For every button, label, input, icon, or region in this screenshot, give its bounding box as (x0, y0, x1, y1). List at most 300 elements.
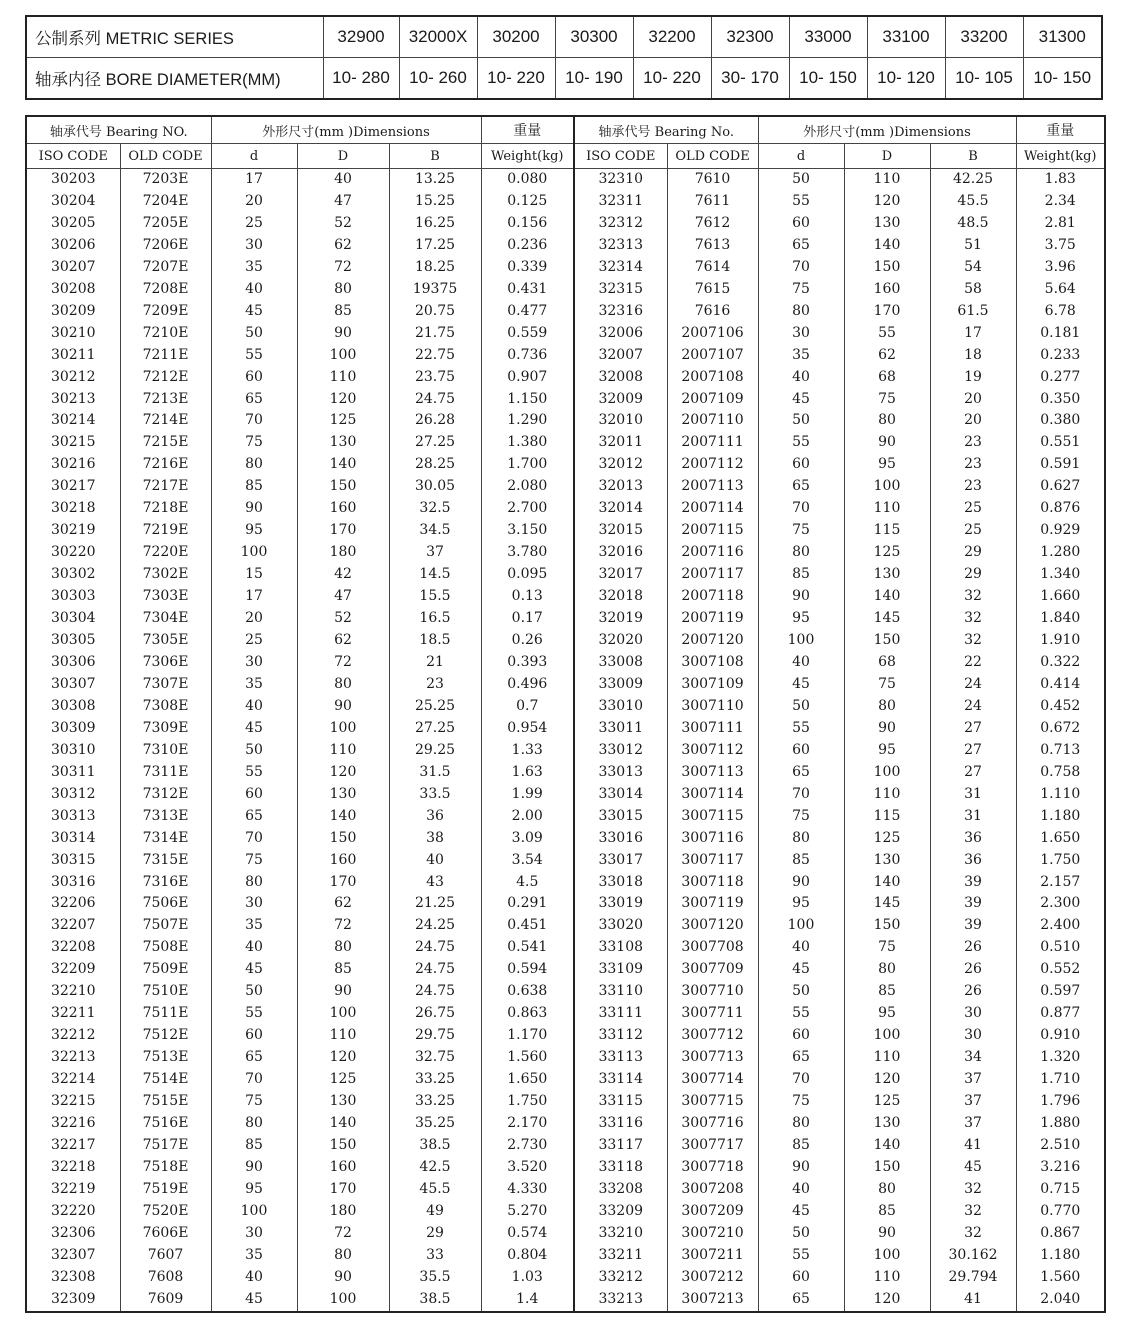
bore-d-cell: 60 (758, 1025, 844, 1047)
weight-cell: 1.560 (1016, 1267, 1105, 1289)
table-row (26, 367, 1105, 389)
iso-code-cell: 32017 (574, 564, 667, 586)
old-code-cell: 7514E (120, 1069, 211, 1091)
weight-cell: 0.770 (1016, 1201, 1105, 1223)
iso-code-cell: 32214 (26, 1069, 120, 1091)
old-code-cell: 7612 (667, 213, 758, 235)
iso-code-cell: 30309 (26, 718, 120, 740)
weight-cell: 3.216 (1016, 1157, 1105, 1179)
iso-code-cell: 32306 (26, 1223, 120, 1245)
bore-d-cell: 25 (211, 630, 297, 652)
outer-diameter-cell: 100 (844, 1025, 930, 1047)
bore-d-cell: 40 (758, 367, 844, 389)
width-cell: 22 (930, 652, 1016, 674)
table-row (26, 740, 1105, 762)
weight-cell: 1.380 (481, 432, 574, 454)
table-row (26, 301, 1105, 323)
bore-d-cell: 40 (211, 696, 297, 718)
bore-d-cell: 35 (211, 257, 297, 279)
weight-cell: 4.330 (481, 1179, 574, 1201)
weight-cell: 0.233 (1016, 345, 1105, 367)
weight-cell: 6.78 (1016, 301, 1105, 323)
outer-diameter-cell: 170 (297, 1179, 389, 1201)
width-cell: 27 (930, 718, 1016, 740)
weight-cell: 1.63 (481, 762, 574, 784)
width-cell: 36 (930, 828, 1016, 850)
outer-diameter-cell: 120 (844, 1069, 930, 1091)
weight-cell: 1.170 (481, 1025, 574, 1047)
width-cell: 18.25 (389, 257, 481, 279)
width-cell: 51 (930, 235, 1016, 257)
bore-d-cell: 80 (758, 1113, 844, 1135)
bore-d-cell: 70 (758, 1069, 844, 1091)
outer-diameter-cell: 75 (844, 674, 930, 696)
width-cell: 16.25 (389, 213, 481, 235)
old-code-cell: 3007114 (667, 784, 758, 806)
weight-cell: 1.03 (481, 1267, 574, 1289)
table-row (26, 1179, 1105, 1201)
table-row (26, 1267, 1105, 1289)
bore-range: 10- 190 (555, 58, 633, 100)
outer-diameter-cell: 62 (297, 630, 389, 652)
iso-code-header: ISO CODE (26, 144, 120, 169)
weight-cell: 1.700 (481, 454, 574, 476)
bore-d-cell: 15 (211, 564, 297, 586)
weight-cell: 0.713 (1016, 740, 1105, 762)
bore-d-cell: 85 (758, 1135, 844, 1157)
bore-d-cell: 45 (211, 718, 297, 740)
outer-diameter-cell: 125 (844, 1091, 930, 1113)
iso-code-cell: 30203 (26, 169, 120, 191)
old-code-cell: 7515E (120, 1091, 211, 1113)
old-code-cell: 3007710 (667, 981, 758, 1003)
bore-diameter-label: 轴承内径 BORE DIAMETER(MM) (26, 58, 323, 100)
outer-diameter-cell: 140 (844, 235, 930, 257)
outer-diameter-cell: 68 (844, 367, 930, 389)
weight-cell: 0.672 (1016, 718, 1105, 740)
weight-cell: 0.496 (481, 674, 574, 696)
old-code-cell: 7210E (120, 323, 211, 345)
bore-d-cell: 80 (211, 454, 297, 476)
weight-cell: 3.09 (481, 828, 574, 850)
table-row (26, 630, 1105, 652)
iso-code-cell: 30305 (26, 630, 120, 652)
iso-code-cell: 33013 (574, 762, 667, 784)
weight-cell: 1.840 (1016, 608, 1105, 630)
bore-d-cell: 75 (211, 1091, 297, 1113)
bore-d-cell: 70 (758, 498, 844, 520)
iso-code-cell: 32014 (574, 498, 667, 520)
iso-code-cell: 30307 (26, 674, 120, 696)
old-code-cell: 3007117 (667, 850, 758, 872)
width-cell: 42.25 (930, 169, 1016, 191)
old-code-cell: 2007108 (667, 367, 758, 389)
old-code-cell: 7208E (120, 279, 211, 301)
iso-code-cell: 33017 (574, 850, 667, 872)
weight-cell: 0.414 (1016, 674, 1105, 696)
bore-d-cell: 70 (211, 1069, 297, 1091)
outer-diameter-cell: 180 (297, 1201, 389, 1223)
bore-d-cell: 55 (758, 191, 844, 213)
width-cell: 24.75 (389, 937, 481, 959)
weight-cell: 0.380 (1016, 410, 1105, 432)
width-cell: 32 (930, 1179, 1016, 1201)
outer-diameter-cell: 90 (297, 981, 389, 1003)
width-cell: 25 (930, 520, 1016, 542)
bore-d-cell: 50 (758, 169, 844, 191)
iso-code-cell: 32308 (26, 1267, 120, 1289)
outer-diameter-cell: 125 (297, 410, 389, 432)
iso-code-cell: 32213 (26, 1047, 120, 1069)
old-code-cell: 2007109 (667, 389, 758, 411)
weight-cell: 2.080 (481, 476, 574, 498)
iso-code-cell: 33114 (574, 1069, 667, 1091)
width-cell: 26 (930, 959, 1016, 981)
weight-cell: 0.080 (481, 169, 574, 191)
old-code-cell: 7516E (120, 1113, 211, 1135)
table-row (26, 806, 1105, 828)
bore-d-cell: 65 (758, 235, 844, 257)
outer-diameter-cell: 150 (297, 476, 389, 498)
iso-code-cell: 32211 (26, 1003, 120, 1025)
outer-diameter-cell: 110 (297, 1025, 389, 1047)
bore-d-cell: 65 (758, 1289, 844, 1312)
series-code: 32300 (711, 16, 789, 58)
old-code-cell: 7512E (120, 1025, 211, 1047)
width-cell: 25 (930, 498, 1016, 520)
weight-cell: 0.551 (1016, 432, 1105, 454)
weight-cell: 3.96 (1016, 257, 1105, 279)
outer-diameter-cell: 125 (297, 1069, 389, 1091)
series-code: 30300 (555, 16, 633, 58)
width-cell: 24.75 (389, 959, 481, 981)
old-code-cell: 7214E (120, 410, 211, 432)
weight-cell: 0.594 (481, 959, 574, 981)
bore-d-cell: 100 (211, 1201, 297, 1223)
outer-diameter-cell: 115 (844, 806, 930, 828)
old-code-cell: 7506E (120, 893, 211, 915)
width-cell: 23 (389, 674, 481, 696)
iso-code-cell: 32006 (574, 323, 667, 345)
width-cell: 29 (930, 542, 1016, 564)
outer-diameter-cell: 130 (297, 1091, 389, 1113)
bore-d-cell: 30 (211, 235, 297, 257)
table-row (26, 652, 1105, 674)
iso-code-cell: 32010 (574, 410, 667, 432)
width-cell: 22.75 (389, 345, 481, 367)
width-cell: 33 (389, 1245, 481, 1267)
iso-code-cell: 33016 (574, 828, 667, 850)
outer-diameter-cell: 52 (297, 608, 389, 630)
table-row (26, 872, 1105, 894)
bore-d-cell: 80 (758, 301, 844, 323)
iso-code-cell: 33118 (574, 1157, 667, 1179)
iso-code-cell: 30219 (26, 520, 120, 542)
old-code-cell: 7611 (667, 191, 758, 213)
bore-diameter-row (26, 58, 1102, 100)
weight-cell: 2.730 (481, 1135, 574, 1157)
series-code: 33000 (789, 16, 867, 58)
bore-d-cell: 100 (758, 630, 844, 652)
width-cell: 45.5 (389, 1179, 481, 1201)
weight-cell: 1.650 (1016, 828, 1105, 850)
iso-code-cell: 32212 (26, 1025, 120, 1047)
iso-code-cell: 30205 (26, 213, 120, 235)
bore-d-cell: 100 (211, 542, 297, 564)
iso-code-cell: 30303 (26, 586, 120, 608)
bore-range: 10- 150 (1023, 58, 1102, 100)
iso-code-cell: 30308 (26, 696, 120, 718)
old-code-cell: 3007115 (667, 806, 758, 828)
old-code-cell: 3007714 (667, 1069, 758, 1091)
width-cell: 61.5 (930, 301, 1016, 323)
bore-d-cell: 60 (758, 213, 844, 235)
weight-cell: 1.83 (1016, 169, 1105, 191)
weight-cell: 0.907 (481, 367, 574, 389)
bore-d-cell: 40 (211, 937, 297, 959)
outer-diameter-cell: 52 (297, 213, 389, 235)
bore-d-cell: 45 (211, 301, 297, 323)
weight-unit-header: Weight(kg) (1016, 144, 1105, 169)
table-row (26, 191, 1105, 213)
bore-d-cell: 50 (211, 981, 297, 1003)
iso-code-cell: 32315 (574, 279, 667, 301)
outer-diameter-cell: 85 (844, 981, 930, 1003)
old-code-cell: 7303E (120, 586, 211, 608)
outer-diameter-cell: 95 (844, 454, 930, 476)
outer-diameter-cell: 42 (297, 564, 389, 586)
table-subheader-row (26, 144, 1105, 169)
iso-code-cell: 32216 (26, 1113, 120, 1135)
weight-cell: 2.700 (481, 498, 574, 520)
weight-cell: 1.750 (481, 1091, 574, 1113)
old-code-cell: 3007112 (667, 740, 758, 762)
old-code-cell: 7307E (120, 674, 211, 696)
old-code-cell: 3007109 (667, 674, 758, 696)
bore-d-cell: 90 (211, 1157, 297, 1179)
width-cell: 24 (930, 674, 1016, 696)
bore-d-cell: 80 (758, 828, 844, 850)
outer-diameter-cell: 62 (844, 345, 930, 367)
width-cell: 13.25 (389, 169, 481, 191)
outer-diameter-cell: 80 (844, 1179, 930, 1201)
outer-diameter-cell: 80 (297, 279, 389, 301)
iso-code-cell: 30210 (26, 323, 120, 345)
table-row (26, 1069, 1105, 1091)
width-cell: 36 (930, 850, 1016, 872)
weight-cell: 1.880 (1016, 1113, 1105, 1135)
width-cell: 27 (930, 762, 1016, 784)
table-row (26, 235, 1105, 257)
width-cell: 40 (389, 850, 481, 872)
old-code-cell: 7510E (120, 981, 211, 1003)
iso-code-cell: 32016 (574, 542, 667, 564)
bearing-table (25, 115, 1106, 1313)
width-cell: 21.25 (389, 893, 481, 915)
outer-diameter-cell: 150 (297, 828, 389, 850)
outer-diameter-cell: 72 (297, 652, 389, 674)
outer-diameter-cell: 100 (297, 1289, 389, 1312)
bore-d-cell: 75 (211, 850, 297, 872)
bore-d-cell: 95 (211, 1179, 297, 1201)
iso-code-cell: 32007 (574, 345, 667, 367)
old-code-cell: 7213E (120, 389, 211, 411)
weight-cell: 2.400 (1016, 915, 1105, 937)
weight-cell: 0.322 (1016, 652, 1105, 674)
old-code-cell: 7308E (120, 696, 211, 718)
bore-d-cell: 50 (758, 981, 844, 1003)
old-code-cell: 7207E (120, 257, 211, 279)
old-code-cell: 7519E (120, 1179, 211, 1201)
outer-diameter-cell: 140 (844, 1135, 930, 1157)
bore-d-cell: 60 (211, 367, 297, 389)
width-cell: 26.75 (389, 1003, 481, 1025)
old-code-cell: 3007718 (667, 1157, 758, 1179)
bore-d-cell: 45 (758, 389, 844, 411)
width-cell: 30 (930, 1003, 1016, 1025)
width-cell: 32 (930, 1201, 1016, 1223)
outer-diameter-cell: 125 (844, 542, 930, 564)
width-cell: 18.5 (389, 630, 481, 652)
outer-diameter-header: D (297, 144, 389, 169)
width-cell: 23 (930, 454, 1016, 476)
old-code-cell: 7203E (120, 169, 211, 191)
series-code: 33200 (945, 16, 1023, 58)
outer-diameter-cell: 110 (844, 784, 930, 806)
iso-code-cell: 33212 (574, 1267, 667, 1289)
old-code-cell: 7315E (120, 850, 211, 872)
bore-d-cell: 30 (211, 652, 297, 674)
old-code-cell: 2007106 (667, 323, 758, 345)
width-cell: 23 (930, 432, 1016, 454)
width-cell: 31.5 (389, 762, 481, 784)
width-cell: 20 (930, 389, 1016, 411)
old-code-cell: 3007717 (667, 1135, 758, 1157)
width-cell: 27.25 (389, 432, 481, 454)
outer-diameter-cell: 150 (297, 1135, 389, 1157)
old-code-cell: 7219E (120, 520, 211, 542)
bore-range: 10- 280 (323, 58, 399, 100)
old-code-cell: 3007119 (667, 893, 758, 915)
old-code-cell: 7607 (120, 1245, 211, 1267)
outer-diameter-cell: 120 (844, 1289, 930, 1312)
outer-diameter-cell: 150 (844, 1157, 930, 1179)
old-code-cell: 7302E (120, 564, 211, 586)
outer-diameter-cell: 90 (297, 1267, 389, 1289)
weight-cell: 1.910 (1016, 630, 1105, 652)
bore-d-cell: 100 (758, 915, 844, 937)
outer-diameter-cell: 160 (297, 850, 389, 872)
table-row (26, 564, 1105, 586)
bore-d-cell: 17 (211, 586, 297, 608)
table-row (26, 410, 1105, 432)
width-cell: 37 (930, 1091, 1016, 1113)
outer-diameter-cell: 125 (844, 828, 930, 850)
iso-code-cell: 30220 (26, 542, 120, 564)
bore-d-cell: 95 (758, 893, 844, 915)
bore-d-cell: 75 (758, 520, 844, 542)
outer-diameter-cell: 110 (297, 367, 389, 389)
iso-code-cell: 32015 (574, 520, 667, 542)
bore-d-cell: 65 (758, 762, 844, 784)
old-code-cell: 3007715 (667, 1091, 758, 1113)
iso-code-cell: 32209 (26, 959, 120, 981)
outer-diameter-cell: 100 (297, 1003, 389, 1025)
table-row (26, 279, 1105, 301)
iso-code-cell: 32219 (26, 1179, 120, 1201)
width-cell: 16.5 (389, 608, 481, 630)
outer-diameter-cell: 140 (297, 454, 389, 476)
weight-cell: 1.660 (1016, 586, 1105, 608)
old-code-cell: 3007712 (667, 1025, 758, 1047)
iso-code-cell: 32313 (574, 235, 667, 257)
width-cell: 43 (389, 872, 481, 894)
width-cell: 27.25 (389, 718, 481, 740)
iso-code-cell: 30204 (26, 191, 120, 213)
weight-cell: 0.559 (481, 323, 574, 345)
weight-cell: 0.877 (1016, 1003, 1105, 1025)
old-code-cell: 7310E (120, 740, 211, 762)
table-row (26, 608, 1105, 630)
old-code-cell: 7610 (667, 169, 758, 191)
bore-d-cell: 90 (758, 1157, 844, 1179)
iso-code-cell: 30312 (26, 784, 120, 806)
table-row (26, 893, 1105, 915)
bore-d-cell: 90 (758, 872, 844, 894)
width-cell: 54 (930, 257, 1016, 279)
old-code-cell: 3007113 (667, 762, 758, 784)
iso-code-cell: 32008 (574, 367, 667, 389)
weight-cell: 0.929 (1016, 520, 1105, 542)
bore-d-cell: 35 (211, 674, 297, 696)
width-cell: 30 (930, 1025, 1016, 1047)
width-cell: 45 (930, 1157, 1016, 1179)
table-row (26, 1091, 1105, 1113)
weight-cell: 1.710 (1016, 1069, 1105, 1091)
old-code-cell: 7517E (120, 1135, 211, 1157)
width-cell: 49 (389, 1201, 481, 1223)
weight-cell: 0.431 (481, 279, 574, 301)
outer-diameter-cell: 140 (297, 1113, 389, 1135)
bore-d-cell: 75 (758, 1091, 844, 1113)
iso-code-cell: 32220 (26, 1201, 120, 1223)
old-code-cell: 2007117 (667, 564, 758, 586)
old-code-cell: 3007210 (667, 1223, 758, 1245)
outer-diameter-cell: 130 (844, 850, 930, 872)
iso-code-cell: 33111 (574, 1003, 667, 1025)
series-code: 32200 (633, 16, 711, 58)
iso-code-cell: 32208 (26, 937, 120, 959)
weight-cell: 3.75 (1016, 235, 1105, 257)
outer-diameter-cell: 40 (297, 169, 389, 191)
old-code-cell: 2007120 (667, 630, 758, 652)
table-row (26, 937, 1105, 959)
width-cell: 32 (930, 630, 1016, 652)
weight-cell: 2.00 (481, 806, 574, 828)
width-cell: 26 (930, 937, 1016, 959)
weight-cell: 5.64 (1016, 279, 1105, 301)
iso-code-cell: 30209 (26, 301, 120, 323)
bore-d-cell: 80 (758, 542, 844, 564)
width-cell: 30.05 (389, 476, 481, 498)
iso-code-cell: 30215 (26, 432, 120, 454)
old-code-cell: 7313E (120, 806, 211, 828)
weight-cell: 2.040 (1016, 1289, 1105, 1312)
old-code-cell: 7509E (120, 959, 211, 981)
bore-d-cell: 95 (758, 608, 844, 630)
bore-d-cell: 50 (211, 323, 297, 345)
bore-d-cell: 60 (758, 1267, 844, 1289)
